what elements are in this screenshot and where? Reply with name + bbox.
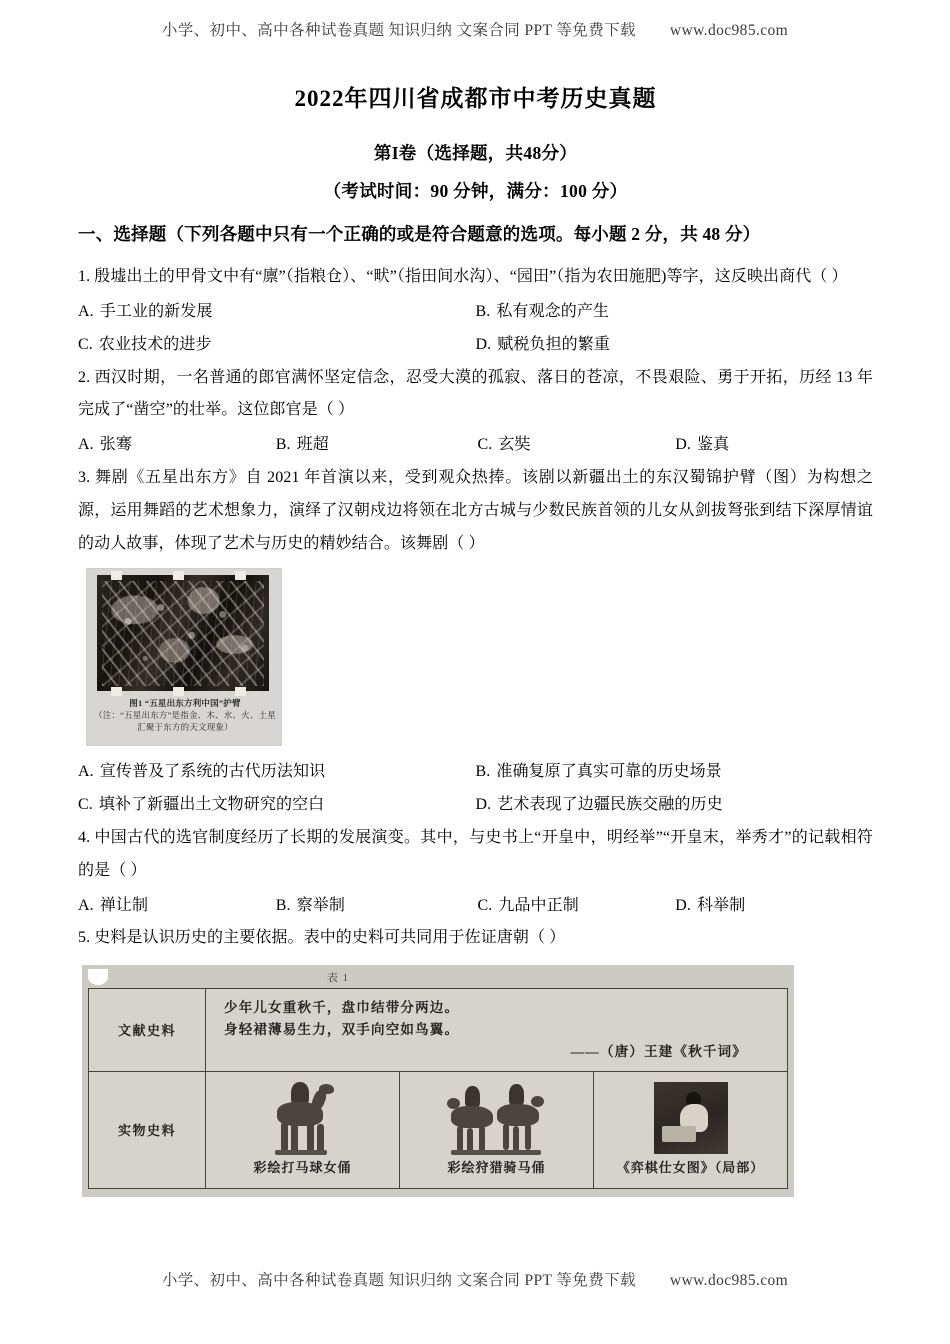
weiqi-ladies-painting-icon: [654, 1082, 728, 1154]
armguard-photo: [97, 575, 269, 691]
option-text: 准确复原了真实可靠的历史场景: [496, 763, 722, 781]
option-text: 宣传普及了系统的古代历法知识: [99, 763, 326, 781]
poem-line-2: 身轻裙薄易生力，双手向空如鸟翼。: [224, 1021, 460, 1037]
row-label-material: 实物史料: [89, 1071, 206, 1188]
option-label: A.: [78, 763, 94, 781]
option-label: D.: [475, 796, 492, 814]
artifact-cell-polo-figurine: [206, 1071, 400, 1188]
option-text: 私有观念的产生: [496, 302, 610, 320]
section-heading: 一、选择题（下列各题中只有一个正确的或是符合题意的选项。每小题 2 分，共 48 分）: [78, 223, 761, 244]
artifact-cell-hunting-figurine: [400, 1071, 594, 1188]
option-label: A.: [78, 436, 94, 454]
question-2-option-c[interactable]: [477, 429, 675, 462]
armguard-tie-strap: [235, 571, 246, 580]
question-3-option-c[interactable]: [78, 789, 476, 822]
option-text: 玄奘: [498, 436, 531, 454]
question-4-option-b[interactable]: [276, 890, 478, 923]
row-label-documentary: 文献史料: [89, 989, 206, 1072]
table-label: 表 1: [326, 972, 350, 985]
question-1-option-c[interactable]: [78, 329, 476, 362]
question-1-options-row-2: [78, 329, 873, 362]
question-5-stem: 5. 史料是认识历史的主要依据。表中的史料可共同用于佐证唐朝（ ）: [78, 929, 566, 947]
hunting-horseman-figurine-icon: [445, 1082, 549, 1154]
scan-highlight-spot: [88, 969, 108, 985]
option-label: D.: [675, 896, 692, 914]
option-label: C.: [477, 436, 493, 454]
question-2-options-row: [78, 429, 873, 462]
footer-watermark-url: www.doc985.com: [669, 1272, 789, 1289]
question-4-options-row: [78, 890, 873, 923]
figure-armguard: [86, 568, 282, 746]
footer-watermark-text: 小学、初中、高中各种试卷真题 知识归纳 文案合同 PPT 等免费下载: [161, 1272, 636, 1289]
question-4-stem: 4. 中国古代的选官制度经历了长期的发展演变。其中，与史书上“开皇中，明经举”“开皇末，举秀才”的记载相符的是（ ）: [78, 828, 873, 879]
option-text: 手工业的新发展: [99, 302, 213, 320]
option-text: 鉴真: [697, 436, 730, 454]
figure-armguard-caption: [87, 697, 282, 733]
option-label: B.: [475, 763, 491, 781]
poem-citation: ——（唐）王建《秋千词》: [570, 1043, 747, 1059]
armguard-tie-strap: [235, 687, 246, 696]
question-1-option-b[interactable]: [476, 296, 874, 329]
option-label: B.: [275, 436, 291, 454]
question-1-option-a[interactable]: [78, 296, 476, 329]
option-label: A.: [78, 896, 94, 914]
artifact-caption: 彩绘狩猎骑马俑: [447, 1159, 546, 1175]
option-text: 科举制: [697, 896, 746, 914]
header-watermark: [0, 18, 950, 40]
question-4-option-a[interactable]: [78, 890, 276, 923]
option-text: 填补了新疆出土文物研究的空白: [98, 796, 325, 814]
armguard-tie-strap: [173, 687, 184, 696]
option-text: 艺术表现了边疆民族交融的历史: [497, 796, 723, 814]
poem-line-1: 少年儿女重秋千，盘巾结带分两边。: [224, 1000, 460, 1016]
option-label: A.: [78, 302, 94, 320]
header-watermark-url: www.doc985.com: [669, 22, 789, 39]
artifact-caption: 彩绘打马球女俑: [253, 1159, 352, 1175]
option-label: B.: [475, 302, 491, 320]
table-row: [89, 989, 788, 1072]
table-row: [89, 1071, 788, 1188]
artifact-caption: 《弈棋仕女图》（局部）: [616, 1159, 765, 1175]
page-title: 2022年四川省成都市中考历史真题: [294, 86, 657, 111]
option-label: C.: [477, 896, 493, 914]
question-1-stem: 1. 殷墟出土的甲骨文中有“廪”（指粮仓）、“畎”（指田间水沟）、“园田”（指为农田施肥)等字，这反映出商代（ ）: [78, 268, 848, 286]
option-text: 张骞: [99, 436, 132, 454]
question-4-option-d[interactable]: [675, 890, 873, 923]
option-label: B.: [275, 896, 291, 914]
option-label: D.: [475, 335, 492, 353]
question-2-option-d[interactable]: [675, 429, 873, 462]
option-label: C.: [78, 796, 93, 814]
question-1-option-d[interactable]: [476, 329, 874, 362]
header-watermark-text: 小学、初中、高中各种试卷真题 知识归纳 文案合同 PPT 等免费下载: [161, 22, 636, 39]
option-text: 赋税负担的繁重: [497, 335, 610, 353]
question-3-option-b[interactable]: [476, 756, 874, 789]
option-label: C.: [78, 335, 93, 353]
question-2-stem: 2. 西汉时期，一名普通的郎官满怀坚定信念，忍受大漠的孤寂、落日的苍凉，不畏艰险、勇于开拓，历经 13 年完成了“凿空”的壮举。这位郎官是（ ）: [78, 368, 873, 419]
armguard-tie-strap: [111, 571, 122, 580]
option-text: 班超: [296, 436, 329, 454]
footer-watermark: [0, 1268, 950, 1290]
question-3-option-d[interactable]: [476, 789, 874, 822]
documentary-source-cell: [206, 989, 788, 1072]
option-label: D.: [675, 436, 692, 454]
figure-caption-note: （注：“五星出东方”是指金、木、水、火、土星汇聚于东方的天文现象）: [94, 710, 276, 733]
question-3-stem: 3. 舞剧《五星出东方》自 2021 年首演以来，受到观众热捧。该剧以新疆出土的东汉蜀锦护臂（图）为构想之源，运用舞蹈的艺术想象力，演绎了汉朝戍边将领在北方古城与少数民族首领的儿女从剑拔弩张到结下深厚情谊的动人故事，体现了艺术与历史的精妙结合。该舞剧（ ）: [78, 468, 873, 552]
figure-historical-sources-table: [82, 965, 794, 1197]
question-3-options-row-2: [78, 789, 873, 822]
armguard-tie-strap: [173, 571, 184, 580]
exam-info-line: （考试时间：90 分钟，满分：100 分）: [323, 180, 628, 201]
option-text: 禅让制: [99, 896, 149, 914]
volume-line: 第I卷（选择题，共48分）: [373, 142, 578, 163]
option-text: 察举制: [296, 896, 345, 914]
question-1-options-row-1: [78, 296, 873, 329]
polo-player-figurine-icon: [263, 1082, 343, 1154]
question-3-options-row-1: [78, 756, 873, 789]
option-text: 九品中正制: [498, 896, 579, 914]
question-3-option-a[interactable]: [78, 756, 476, 789]
question-4-option-c[interactable]: [477, 890, 675, 923]
option-text: 农业技术的进步: [98, 335, 212, 353]
document-content: [78, 84, 873, 1197]
artifact-cell-painting: [594, 1071, 788, 1188]
question-2-option-b[interactable]: [276, 429, 478, 462]
question-2-option-a[interactable]: [78, 429, 276, 462]
armguard-tie-strap: [111, 687, 122, 696]
historical-sources-grid: [88, 988, 788, 1189]
figure-caption-title: 图1 “五星出东方利中国”护臂: [129, 698, 241, 709]
